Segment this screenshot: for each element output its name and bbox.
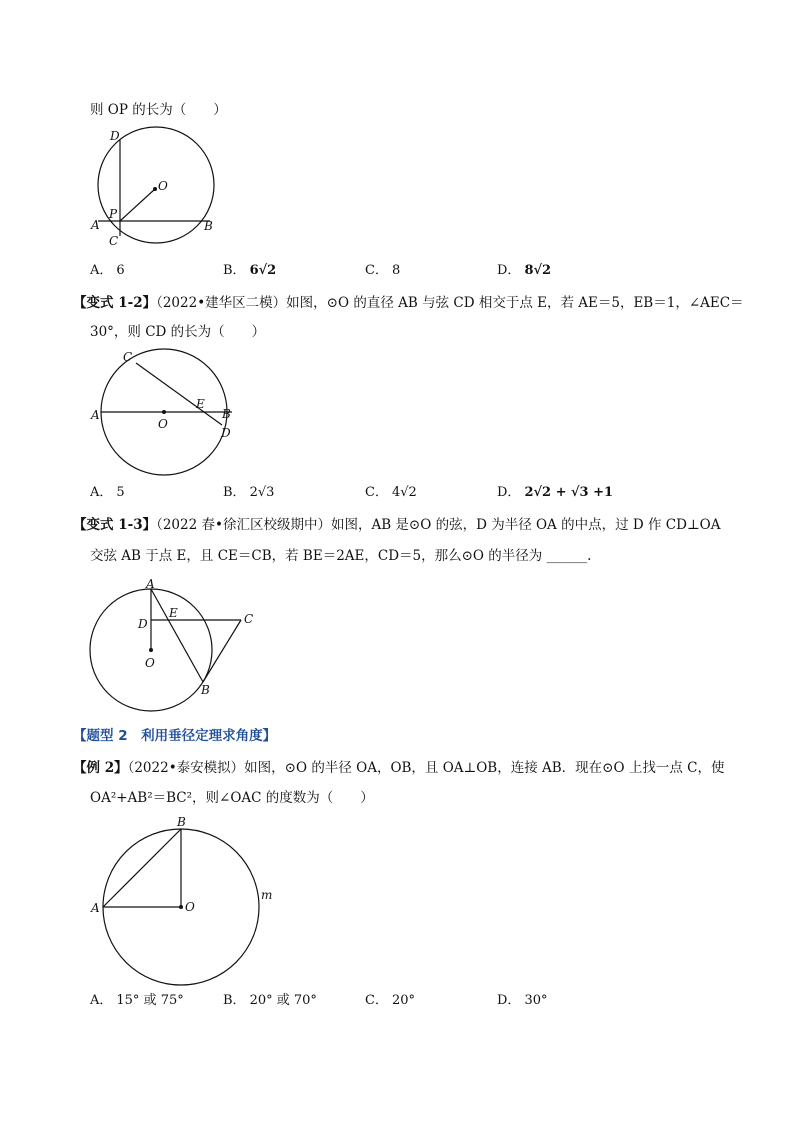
q4-option-b[interactable]: B． 20° 或 70° xyxy=(223,993,317,1008)
q2-option-a[interactable]: A． 5 xyxy=(90,485,125,500)
q4-tag: 【例 2】 xyxy=(73,760,128,776)
q2-option-d[interactable]: D． 2√2 + √3 +1 xyxy=(497,485,614,500)
q3-label-E: E xyxy=(169,606,178,620)
section-title: 【题型 2 利用垂径定理求角度】 xyxy=(73,728,277,744)
q2-label-O: O xyxy=(158,417,168,431)
q4-option-c[interactable]: C． 20° xyxy=(365,993,415,1008)
q4-label-O: O xyxy=(185,900,195,914)
q3-line1: 【变式 1-3】（2022 春•徐汇区校级期中）如图，AB 是⊙O 的弦，D 为半径 OA 的中点，过 D 作 CD⊥OA xyxy=(73,517,721,533)
q1-option-a[interactable]: A． 6 xyxy=(90,263,125,278)
q3-label-C: C xyxy=(244,612,254,626)
q2-label-E: E xyxy=(196,397,205,411)
q2-option-c[interactable]: C． 4√2 xyxy=(365,485,417,500)
q1-label-O: O xyxy=(158,179,168,193)
q3-label-A: A xyxy=(146,577,155,591)
q4-label-A: A xyxy=(91,901,100,915)
q2-label-A: A xyxy=(91,408,100,422)
q1-option-d[interactable]: D． 8√2 xyxy=(497,263,552,278)
q1-label-P: P xyxy=(109,207,118,221)
q3-line2: 交弦 AB 于点 E，且 CE＝CB，若 BE＝2AE，CD＝5，那么⊙O 的半径为 ______. xyxy=(90,548,592,564)
q4-label-B: B xyxy=(177,815,186,829)
q4-line2: OA²+AB²＝BC²，则∠OAC 的度数为（ ） xyxy=(90,790,374,806)
q1-label-A: A xyxy=(91,218,100,232)
q2-label-C: C xyxy=(123,350,133,364)
q4-option-d[interactable]: D． 30° xyxy=(497,993,548,1008)
q4-label-m: m xyxy=(261,888,273,902)
q1-label-D: D xyxy=(110,129,120,143)
q1-option-c[interactable]: C． 8 xyxy=(365,263,401,278)
q2-option-b[interactable]: B． 2√3 xyxy=(223,485,275,500)
q1-stem: 则 OP 的长为（ ） xyxy=(90,102,227,118)
q1-label-C: C xyxy=(109,234,119,248)
q3-label-B: B xyxy=(201,683,210,697)
q1-label-B: B xyxy=(204,219,213,233)
q2-line2: 30°，则 CD 的长为（ ） xyxy=(90,324,266,340)
q4-line1: 【例 2】（2022•泰安模拟）如图，⊙O 的半径 OA，OB，且 OA⊥OB，连接 AB．现在⊙O 上找一点 C，使 xyxy=(73,760,725,776)
q3-tag: 【变式 1-3】 xyxy=(73,517,157,533)
q3-label-D: D xyxy=(138,617,148,631)
q4-option-a[interactable]: A． 15° 或 75° xyxy=(90,993,184,1008)
q2-line1: 【变式 1-2】（2022•建华区二模）如图，⊙O 的直径 AB 与弦 CD 相交于点 E，若 AE＝5，EB＝1，∠AEC＝ xyxy=(73,295,744,311)
q2-label-B: B xyxy=(222,407,231,421)
q2-tag: 【变式 1-2】 xyxy=(73,295,157,311)
q1-option-b[interactable]: B． 6√2 xyxy=(223,263,277,278)
q3-label-O: O xyxy=(145,656,155,670)
q2-label-D: D xyxy=(221,426,231,440)
